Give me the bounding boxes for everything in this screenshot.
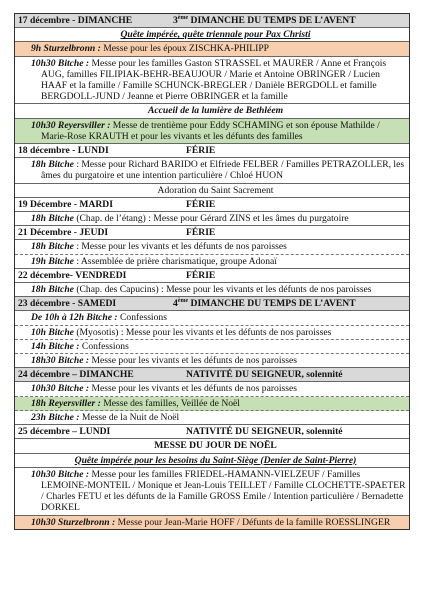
mass-time-place: 10h30 Bitche :: [31, 57, 90, 69]
mass-intention: : Messe pour les vivants et les défunts de nos paroisses: [73, 241, 287, 253]
mass-entry: [15, 212, 409, 226]
day-title: NATIVITÉ DU SEIGNEUR, solennité: [186, 426, 343, 438]
mass-intention: Messe pour les époux ZISCHKA-PHILIPP: [100, 43, 270, 55]
day-date: 21 Décembre - JEUDI: [18, 227, 109, 239]
mass-time-place: 18h Bitche: [31, 213, 74, 225]
mass-intention: Messe pour les familles FRIEDEL-HAMANN-VIELZEUF / Familles LEMOINE-MONTEIL / Monique et Jean-Louis TEILLET / Famille CLOCHETTE-SPAETER / Charles FETU et les défunts de la Famille GROSS Emile / Intention particulière / Bernadette DORKEL: [41, 468, 406, 514]
day-header: [15, 297, 409, 311]
mass-time-place: 10h30 Bitche :: [31, 383, 90, 395]
note-text: MESSE DU JOUR DE NOËL: [154, 440, 277, 452]
mass-time-place: 23h Bitche :: [31, 411, 80, 423]
day-title: FÉRIE: [186, 145, 216, 157]
mass-intention: Messe de la Nuit de Noël: [79, 411, 180, 423]
mass-entry: [15, 57, 409, 105]
mass-intention: Confessions: [117, 312, 167, 324]
mass-time-place: 18h Bitche: [31, 159, 74, 171]
note-text: Adoration du Saint Sacrement: [157, 184, 274, 196]
day-header: [15, 368, 409, 382]
mass-time-place: 18h30 Bitche :: [31, 355, 90, 367]
note-text: Quête impérée, quête triennale pour Pax Christi: [120, 29, 311, 41]
day-header: [15, 198, 409, 212]
day-date: 19 Décembre - MARDI: [18, 198, 113, 210]
mass-time-place: 10h Bitche: [31, 326, 74, 338]
ordinal-suffix: ème: [177, 14, 189, 21]
day-date: 22 décembre- VENDREDI: [18, 269, 127, 281]
schedule-note: [15, 454, 409, 468]
day-title-rest: DIMANCHE DU TEMPS DE L’AVENT: [188, 298, 356, 310]
day-title: FÉRIE: [186, 269, 216, 281]
day-header: [15, 226, 409, 240]
mass-intention: Messe pour les vivants et les défunts de nos paroisses: [89, 355, 297, 367]
mass-time-place: 9h Sturzelbronn :: [31, 43, 101, 55]
day-title: 3: [173, 15, 178, 26]
mass-time-place: 18h Bitche: [31, 241, 74, 253]
mass-entry: [15, 411, 409, 425]
schedule-note: [15, 104, 409, 118]
mass-intention: (Chap. des Capucins) : Messe pour les vivants et les défunts de nos paroisses: [73, 284, 372, 296]
day-date: 24 décembre – DIMANCHE: [18, 369, 134, 381]
mass-entry: [15, 42, 409, 56]
mass-intention: : Assemblée de prière charismatique, groupe Adonaï: [73, 255, 277, 267]
mass-entry: [15, 354, 409, 368]
mass-entry: [15, 240, 409, 254]
mass-intention: Messe pour les familles Gaston STRASSEL et MAURER / Anne et François AUG, familles FILIPIAK-BEHR-BEAUJOUR / Marie et Antoine OBRINGER / Lucien HAAF et la famille / Famille SCHUNCK-BREGLER / Danièle BERGDOLL et famille BERGDOLL-JUND / Jeanne et Pierre OBRINGER et la famille: [41, 57, 387, 103]
mass-entry: [15, 340, 409, 354]
mass-entry: [15, 468, 409, 516]
mass-entry: [15, 516, 409, 529]
mass-intention: Messe de trentième pour Eddy SCHAMING et son épouse Mathilde / Marie-Rose KRAUTH et pour les vivants et les défunts des familles: [41, 119, 380, 142]
weekly-mass-schedule: [14, 13, 410, 530]
mass-intention: (Chap. de l’étang) : Messe pour Gérard ZINS et les âmes du purgatoire: [73, 213, 349, 225]
schedule-note: [15, 184, 409, 198]
day-date: 17 décembre - DIMANCHE: [18, 15, 133, 26]
mass-entry: [15, 283, 409, 297]
day-date: 18 décembre - LUNDI: [18, 145, 109, 157]
mass-entry: [15, 255, 409, 269]
mass-intention: Confessions: [79, 340, 129, 352]
note-text: Quête impérée pour les besoins du Saint-Siège (Denier de Saint-Pierre): [74, 454, 357, 466]
mass-entry: [15, 311, 409, 325]
day-header: [15, 144, 409, 158]
mass-time-place: 18h Reyersviller :: [31, 397, 101, 409]
mass-entry: [15, 397, 409, 411]
mass-entry: [15, 119, 409, 144]
day-title: NATIVITÉ DU SEIGNEUR, solennité: [186, 369, 343, 381]
day-date: 25 décembre – LUNDI: [18, 426, 111, 438]
mass-intention: Messe pour Jean-Marie HOFF / Défunts de la famille ROESSLINGER: [115, 516, 391, 528]
mass-entry: [15, 158, 409, 183]
mass-time-place: De 10h à 12h Bitche :: [31, 312, 118, 324]
schedule-note: [15, 28, 409, 42]
mass-time-place: 10h30 Sturzelbronn :: [31, 516, 116, 528]
mass-intention: : Messe pour Richard BARIDO et Elfriede FELBER / Familles PETRAZOLLER, les âmes du purgatoire et une intention particulière / Chloé HUON: [41, 159, 405, 182]
mass-intention: Messe pour les vivants et les défunts de nos paroisses: [89, 383, 297, 395]
mass-entry: [15, 326, 409, 340]
mass-entry: [15, 382, 409, 396]
mass-time-place: 10h30 Reyersviller :: [31, 119, 111, 131]
mass-time-place: 10h30 Bitche :: [31, 468, 90, 480]
day-header: [15, 269, 409, 283]
day-title: 4: [173, 298, 178, 310]
mass-intention: (Myosotis) : Messe pour les vivants et les défunts de nos paroisses: [73, 326, 332, 338]
day-title: FÉRIE: [186, 198, 216, 210]
mass-time-place: 14h Bitche :: [31, 340, 80, 352]
mass-time-place: 18h Bitche: [31, 284, 74, 296]
mass-intention: Messe des familles, Veillée de Noël: [100, 397, 240, 409]
day-title-rest: DIMANCHE DU TEMPS DE L’AVENT: [188, 15, 356, 26]
note-text: Accueil de la lumière de Bethléem: [147, 105, 284, 117]
day-header: [15, 14, 409, 28]
schedule-note: [15, 439, 409, 453]
day-date: 23 décembre - SAMEDI: [18, 298, 117, 310]
ordinal-suffix: ème: [177, 298, 189, 305]
day-header: [15, 425, 409, 439]
mass-time-place: 19h Bitche: [31, 255, 74, 267]
day-title: FÉRIE: [186, 227, 216, 239]
